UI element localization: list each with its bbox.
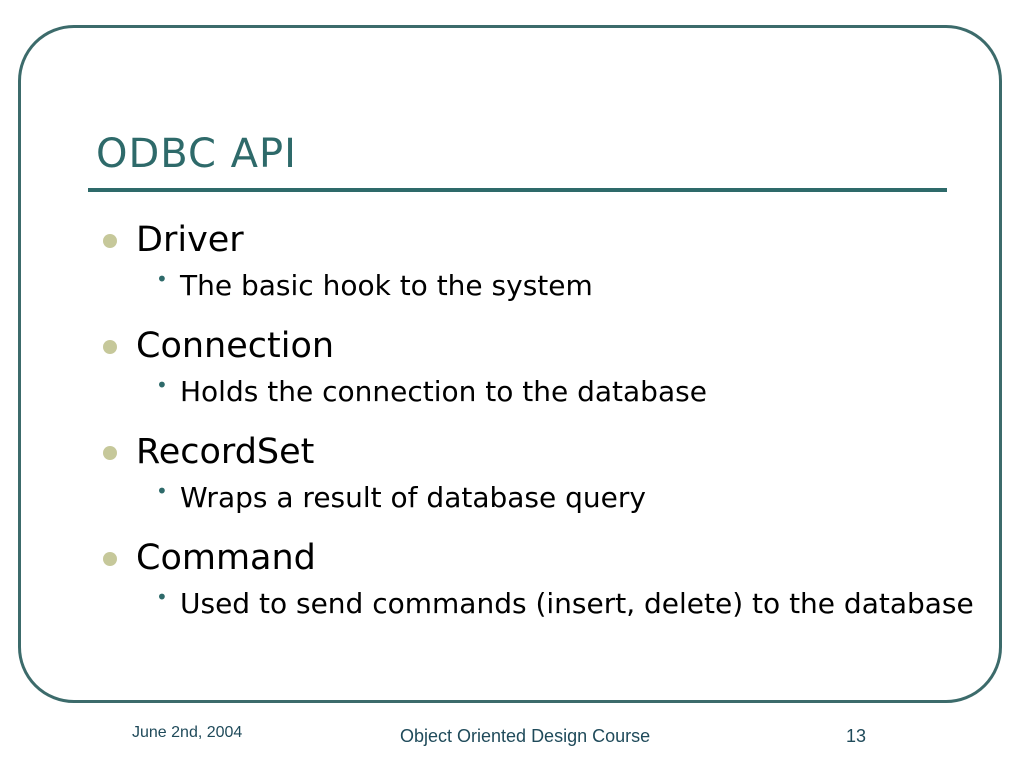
sub-bullet-icon: •: [156, 585, 168, 609]
bullet-dot-icon: [103, 234, 117, 248]
sub-item-text: Used to send commands (insert, delete) to the database: [180, 587, 974, 620]
title-underline: [88, 188, 947, 192]
slide-title: ODBC API: [96, 131, 297, 177]
sub-item-command: [96, 584, 996, 624]
list-item-label: Connection: [136, 326, 335, 366]
list-item-command: [96, 532, 996, 584]
list-item-driver: [96, 214, 996, 266]
list-item-label: Driver: [136, 220, 244, 260]
sub-item-text: The basic hook to the system: [180, 269, 593, 302]
sub-item-driver: [96, 266, 996, 306]
page-number: 13: [846, 726, 867, 746]
list-item-connection: [96, 320, 996, 372]
list-item-recordset: [96, 426, 996, 478]
list-item-label: RecordSet: [136, 432, 315, 472]
sub-item-recordset: [96, 478, 996, 518]
bullet-dot-icon: [103, 446, 117, 460]
bullet-list: [96, 214, 996, 638]
sub-bullet-icon: •: [156, 267, 168, 291]
footer-date: June 2nd, 2004: [132, 724, 243, 741]
sub-item-text: Wraps a result of database query: [180, 481, 646, 514]
sub-bullet-icon: •: [156, 479, 168, 503]
bullet-dot-icon: [103, 340, 117, 354]
bullet-dot-icon: [103, 552, 117, 566]
sub-bullet-icon: •: [156, 373, 168, 397]
sub-item-text: Holds the connection to the database: [180, 375, 707, 408]
list-item-label: Command: [136, 538, 316, 578]
footer-course-title: Object Oriented Design Course: [400, 726, 651, 746]
sub-item-connection: [96, 372, 996, 412]
